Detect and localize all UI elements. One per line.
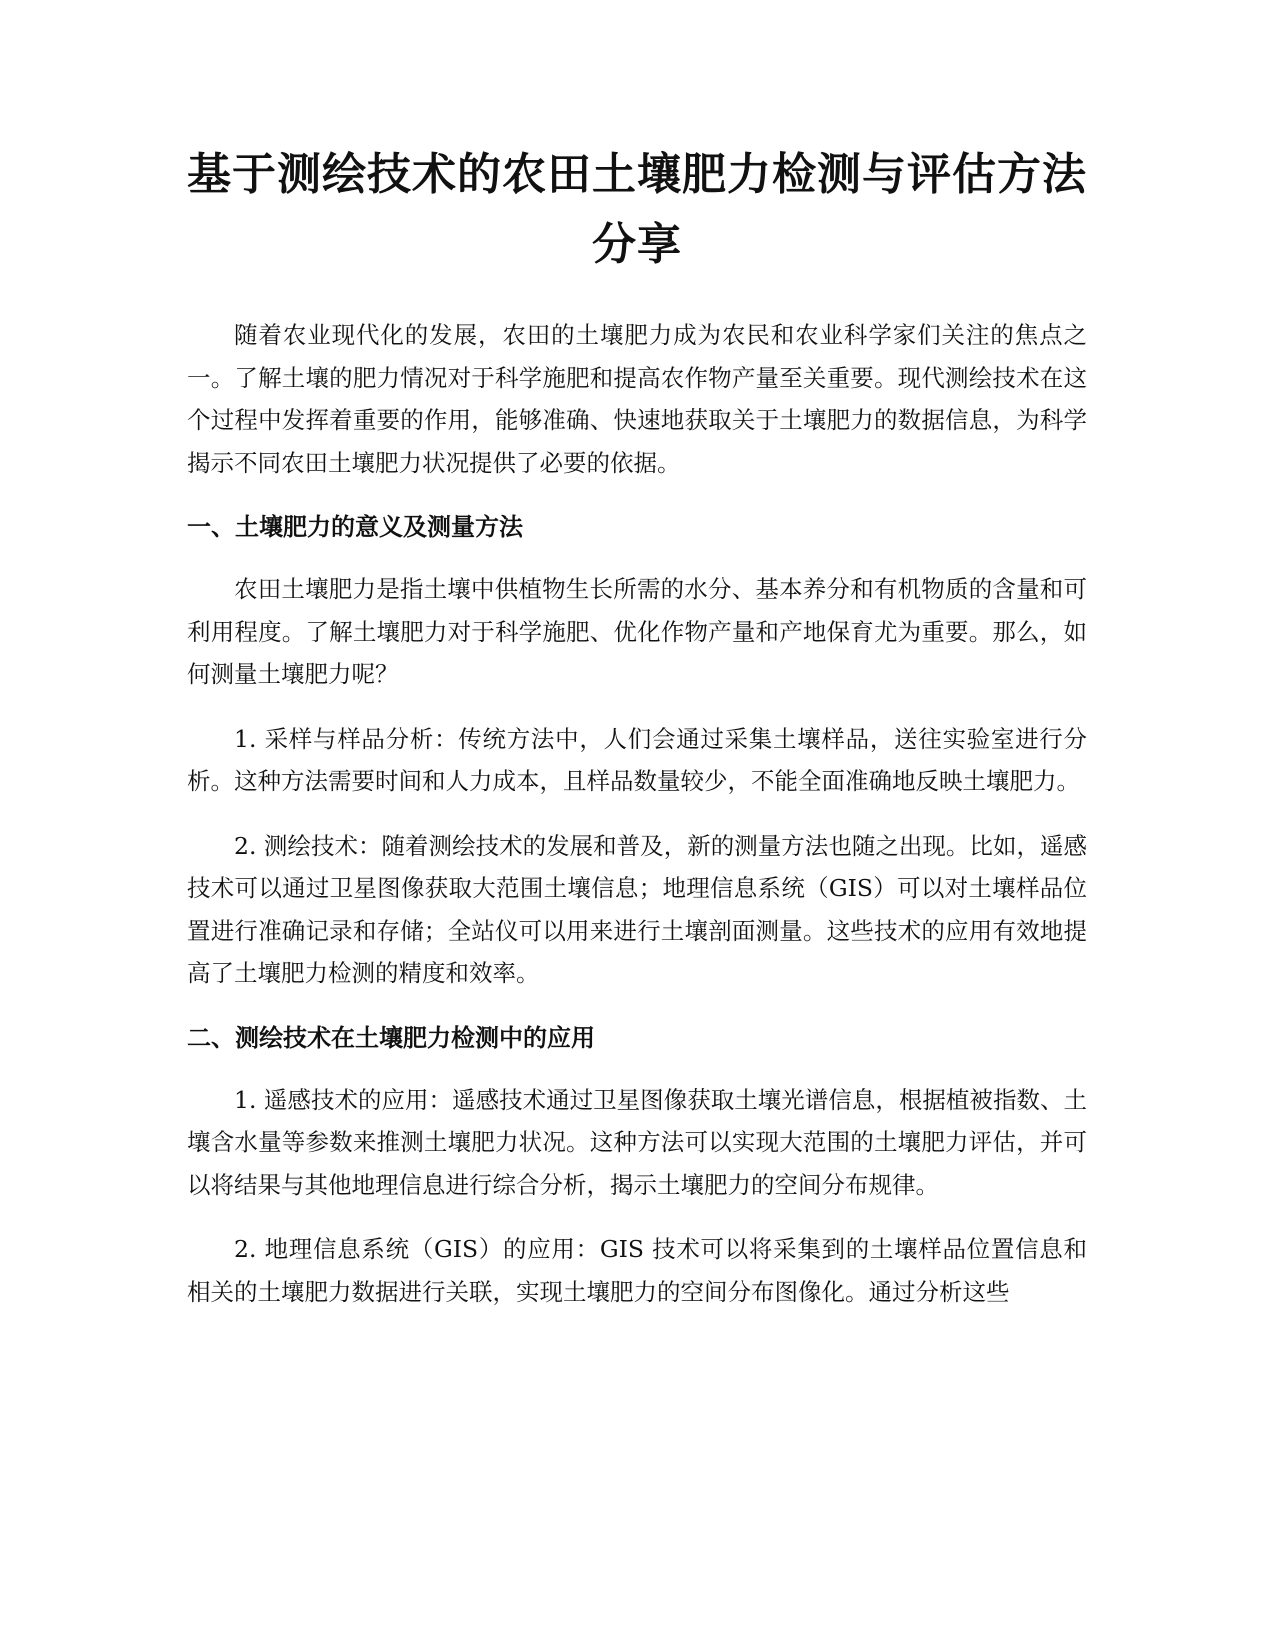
intro-paragraph: 随着农业现代化的发展，农田的土壤肥力成为农民和农业科学家们关注的焦点之一。了解土壤的肥力情况对于科学施肥和提高农作物产量至关重要。现代测绘技术在这个过程中发挥着重要的作用，能够准确、快速地获取关于土壤肥力的数据信息，为科学揭示不同农田土壤肥力状况提供了必要的依据。 xyxy=(187,321,1087,477)
section2-paragraph-2: 2. 地理信息系统（GIS）的应用：GIS 技术可以将采集到的土壤样品位置信息和相关的土壤肥力数据进行关联，实现土壤肥力的空间分布图像化。通过分析这些 xyxy=(187,1235,1087,1306)
section1-paragraph-2: 1. 采样与样品分析：传统方法中，人们会通过采集土壤样品，送往实验室进行分析。这种方法需要时间和人力成本，且样品数量较少，不能全面准确地反映土壤肥力。 xyxy=(187,724,1087,795)
section-heading-2: 二、测绘技术在土壤肥力检测中的应用 xyxy=(187,1023,595,1052)
section-heading-1: 一、土壤肥力的意义及测量方法 xyxy=(187,513,523,541)
section2-paragraph-1: 1. 遥感技术的应用：遥感技术通过卫星图像获取土壤光谱信息，根据植被指数、土壤含水量等参数来推测土壤肥力状况。这种方法可以实现大范围的土壤肥力评估，并可以将结果与其他地理信息进行综合分析，揭示土壤肥力的空间分布规律。 xyxy=(187,1085,1087,1199)
document-title: 基于测绘技术的农田土壤肥力检测与评估方法分享 xyxy=(187,149,1087,270)
document-body xyxy=(187,140,1087,1335)
section1-paragraph-3: 2. 测绘技术：随着测绘技术的发展和普及，新的测量方法也随之出现。比如，遥感技术可以通过卫星图像获取大范围土壤信息；地理信息系统（GIS）可以对土壤样品位置进行准确记录和存储；全站仪可以用来进行土壤剖面测量。这些技术的应用有效地提高了土壤肥力检测的精度和效率。 xyxy=(187,831,1087,987)
section1-paragraph-1: 农田土壤肥力是指土壤中供植物生长所需的水分、基本养分和有机物质的含量和可利用程度。了解土壤肥力对于科学施肥、优化作物产量和产地保育尤为重要。那么，如何测量土壤肥力呢？ xyxy=(187,575,1087,688)
